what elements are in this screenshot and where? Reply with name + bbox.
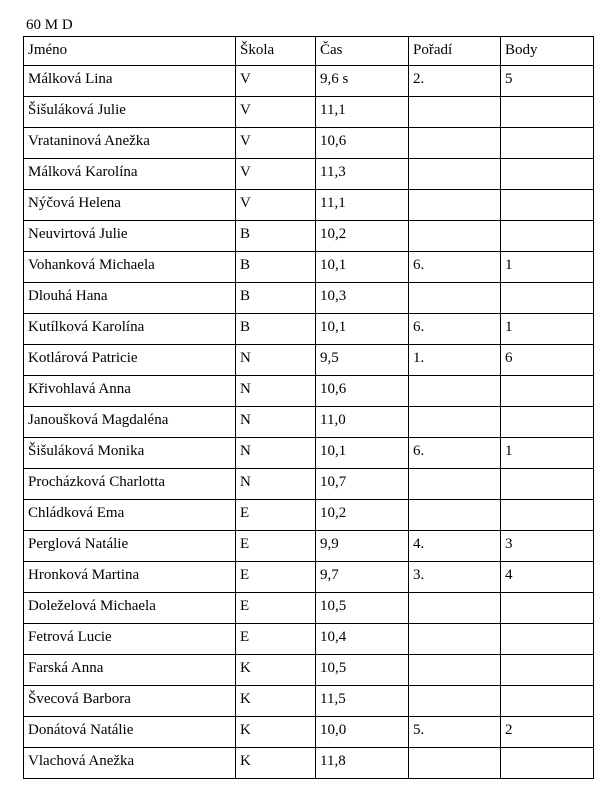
cell-name: Hronková Martina [24, 562, 236, 593]
cell-points [501, 190, 594, 221]
cell-name: Málková Karolína [24, 159, 236, 190]
cell-rank [409, 469, 501, 500]
cell-points: 3 [501, 531, 594, 562]
cell-time: 9,9 [316, 531, 409, 562]
cell-points [501, 159, 594, 190]
table-row [24, 531, 594, 562]
cell-time: 11,1 [316, 190, 409, 221]
table-row [24, 407, 594, 438]
cell-name: Procházková Charlotta [24, 469, 236, 500]
cell-time: 9,7 [316, 562, 409, 593]
table-row [24, 562, 594, 593]
cell-name: Doleželová Michaela [24, 593, 236, 624]
cell-time: 10,5 [316, 655, 409, 686]
cell-points: 6 [501, 345, 594, 376]
table-row [24, 283, 594, 314]
cell-rank [409, 97, 501, 128]
cell-name: Šišuláková Monika [24, 438, 236, 469]
header-time: Čas [316, 37, 409, 66]
table-row [24, 593, 594, 624]
cell-school: V [236, 97, 316, 128]
cell-rank: 5. [409, 717, 501, 748]
table-row [24, 345, 594, 376]
cell-name: Donátová Natálie [24, 717, 236, 748]
cell-school: E [236, 531, 316, 562]
cell-rank [409, 159, 501, 190]
cell-time: 10,6 [316, 128, 409, 159]
cell-points [501, 500, 594, 531]
cell-points [501, 221, 594, 252]
cell-school: E [236, 500, 316, 531]
cell-time: 11,3 [316, 159, 409, 190]
cell-name: Vrataninová Anežka [24, 128, 236, 159]
cell-rank [409, 407, 501, 438]
cell-name: Farská Anna [24, 655, 236, 686]
cell-school: B [236, 283, 316, 314]
cell-name: Fetrová Lucie [24, 624, 236, 655]
cell-points [501, 624, 594, 655]
cell-rank: 6. [409, 252, 501, 283]
cell-points [501, 407, 594, 438]
table-row [24, 190, 594, 221]
cell-points: 5 [501, 66, 594, 97]
cell-time: 11,1 [316, 97, 409, 128]
header-points: Body [501, 37, 594, 66]
cell-time: 10,5 [316, 593, 409, 624]
cell-points [501, 128, 594, 159]
results-body [24, 66, 594, 779]
cell-time: 10,4 [316, 624, 409, 655]
cell-school: K [236, 717, 316, 748]
cell-school: K [236, 686, 316, 717]
page-title: 60 M D [26, 17, 73, 33]
table-row [24, 314, 594, 345]
cell-rank: 4. [409, 531, 501, 562]
cell-school: E [236, 562, 316, 593]
cell-points [501, 655, 594, 686]
table-row [24, 252, 594, 283]
table-row [24, 159, 594, 190]
cell-time: 10,1 [316, 252, 409, 283]
cell-school: B [236, 221, 316, 252]
table-row [24, 748, 594, 779]
cell-school: V [236, 190, 316, 221]
cell-time: 9,5 [316, 345, 409, 376]
cell-school: K [236, 655, 316, 686]
cell-rank [409, 128, 501, 159]
cell-rank: 6. [409, 438, 501, 469]
cell-points [501, 97, 594, 128]
cell-name: Šišuláková Julie [24, 97, 236, 128]
cell-time: 10,0 [316, 717, 409, 748]
cell-name: Dlouhá Hana [24, 283, 236, 314]
cell-points: 1 [501, 438, 594, 469]
header-rank: Pořadí [409, 37, 501, 66]
cell-rank [409, 376, 501, 407]
cell-time: 10,2 [316, 500, 409, 531]
cell-time: 10,1 [316, 314, 409, 345]
cell-rank [409, 221, 501, 252]
cell-school: V [236, 66, 316, 97]
cell-time: 10,6 [316, 376, 409, 407]
table-row [24, 128, 594, 159]
cell-points [501, 748, 594, 779]
cell-name: Neuvirtová Julie [24, 221, 236, 252]
cell-rank: 2. [409, 66, 501, 97]
table-header-row [24, 37, 594, 66]
results-table [23, 36, 594, 779]
cell-school: B [236, 314, 316, 345]
cell-school: N [236, 469, 316, 500]
cell-time: 10,1 [316, 438, 409, 469]
table-row [24, 717, 594, 748]
cell-time: 11,8 [316, 748, 409, 779]
table-row [24, 66, 594, 97]
cell-rank [409, 283, 501, 314]
cell-points: 4 [501, 562, 594, 593]
cell-rank [409, 624, 501, 655]
cell-rank [409, 190, 501, 221]
table-row [24, 376, 594, 407]
cell-school: E [236, 624, 316, 655]
cell-points [501, 283, 594, 314]
table-row [24, 500, 594, 531]
cell-school: N [236, 438, 316, 469]
cell-rank [409, 500, 501, 531]
cell-name: Nýčová Helena [24, 190, 236, 221]
table-row [24, 686, 594, 717]
cell-points: 2 [501, 717, 594, 748]
cell-school: V [236, 159, 316, 190]
table-row [24, 469, 594, 500]
cell-school: K [236, 748, 316, 779]
cell-time: 9,6 s [316, 66, 409, 97]
cell-name: Švecová Barbora [24, 686, 236, 717]
cell-name: Málková Lina [24, 66, 236, 97]
cell-school: N [236, 345, 316, 376]
cell-time: 10,3 [316, 283, 409, 314]
cell-name: Křivohlavá Anna [24, 376, 236, 407]
cell-points: 1 [501, 252, 594, 283]
cell-name: Janoušková Magdaléna [24, 407, 236, 438]
cell-points [501, 376, 594, 407]
cell-rank [409, 748, 501, 779]
header-name: Jméno [24, 37, 236, 66]
cell-name: Vlachová Anežka [24, 748, 236, 779]
cell-rank: 1. [409, 345, 501, 376]
cell-name: Kotlárová Patricie [24, 345, 236, 376]
table-row [24, 624, 594, 655]
cell-time: 10,7 [316, 469, 409, 500]
cell-rank [409, 593, 501, 624]
cell-name: Kutílková Karolína [24, 314, 236, 345]
cell-rank: 3. [409, 562, 501, 593]
cell-points [501, 593, 594, 624]
cell-time: 11,0 [316, 407, 409, 438]
cell-points [501, 469, 594, 500]
cell-name: Perglová Natálie [24, 531, 236, 562]
cell-school: B [236, 252, 316, 283]
cell-school: N [236, 407, 316, 438]
cell-school: N [236, 376, 316, 407]
table-row [24, 438, 594, 469]
cell-points [501, 686, 594, 717]
cell-rank [409, 686, 501, 717]
table-row [24, 221, 594, 252]
cell-points: 1 [501, 314, 594, 345]
cell-school: E [236, 593, 316, 624]
cell-name: Vohanková Michaela [24, 252, 236, 283]
cell-rank [409, 655, 501, 686]
header-school: Škola [236, 37, 316, 66]
cell-time: 11,5 [316, 686, 409, 717]
cell-school: V [236, 128, 316, 159]
cell-time: 10,2 [316, 221, 409, 252]
cell-rank: 6. [409, 314, 501, 345]
table-row [24, 97, 594, 128]
table-row [24, 655, 594, 686]
cell-name: Chládková Ema [24, 500, 236, 531]
